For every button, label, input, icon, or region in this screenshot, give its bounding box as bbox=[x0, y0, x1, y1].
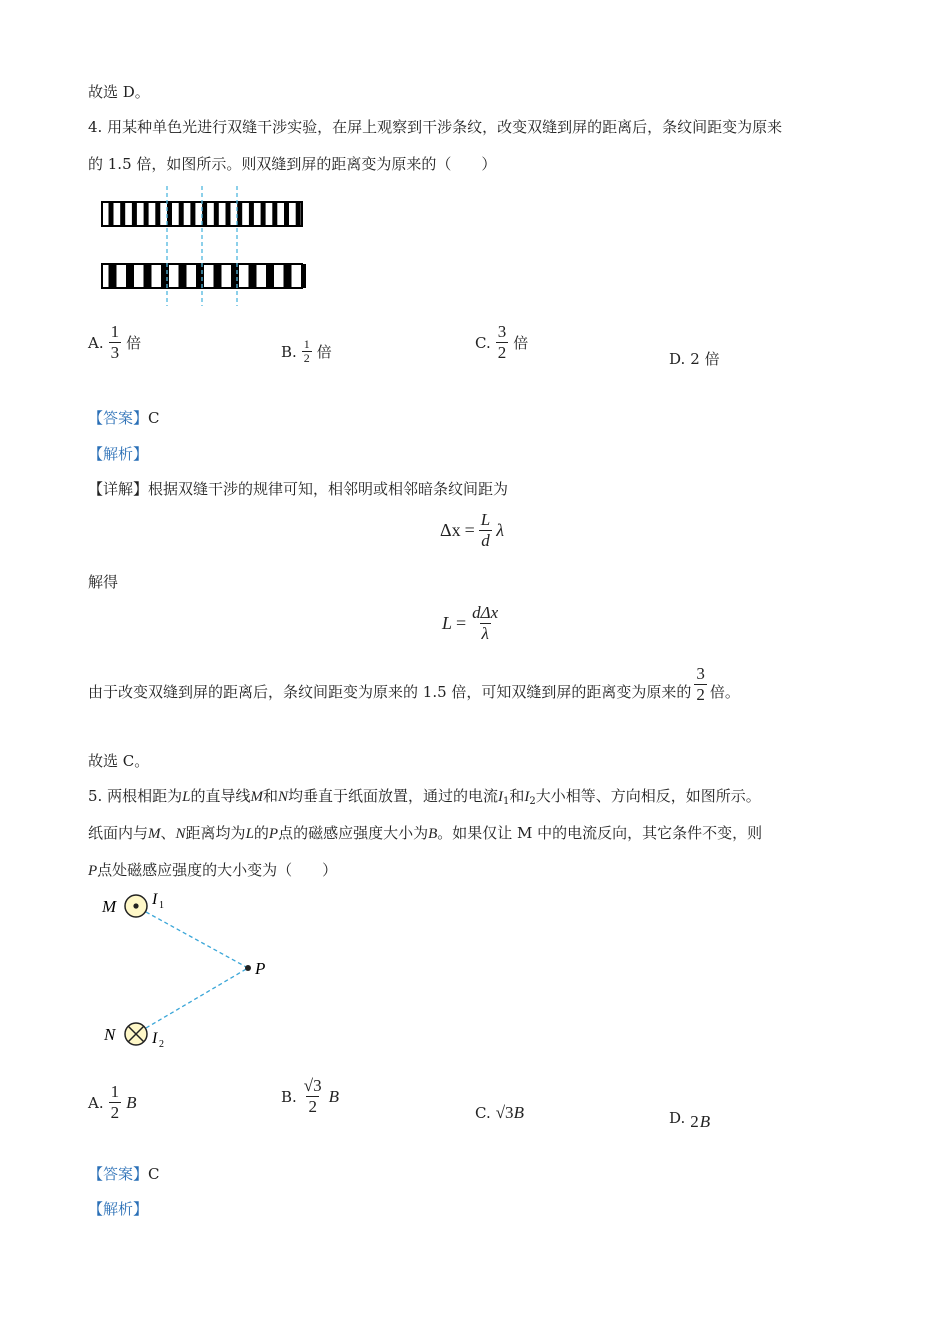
q5-l2-N: N bbox=[175, 826, 186, 842]
label-m: M bbox=[102, 897, 117, 916]
dark-fringe bbox=[301, 264, 306, 288]
q5-l3-P: P bbox=[88, 863, 98, 879]
dark-fringe bbox=[249, 264, 257, 288]
q4-detail-text: 根据双缝干涉的规律可知，相邻明或相邻暗条纹间距为 bbox=[148, 480, 509, 498]
formula1-den: d bbox=[481, 531, 490, 550]
q5-option-c-value: √3 bbox=[495, 1103, 514, 1122]
formula1-eq: = bbox=[464, 520, 475, 540]
q5-answer bbox=[88, 1164, 160, 1184]
dark-fringe bbox=[109, 264, 117, 288]
q5-option-b[interactable] bbox=[281, 1076, 339, 1117]
q5-l1-p6: 大小相等、方向相反，如图所示。 bbox=[535, 787, 761, 805]
q5-option-b-var: B bbox=[328, 1086, 340, 1106]
q5-l2-p3: 距离均为 bbox=[185, 824, 246, 842]
q5-l2-p5: 点的磁感应强度大小为 bbox=[278, 824, 429, 842]
q4-option-c-den: 2 bbox=[497, 343, 507, 362]
q4-option-a[interactable] bbox=[88, 322, 141, 363]
q5-option-a-label: A. bbox=[88, 1093, 104, 1112]
dark-fringe bbox=[261, 202, 266, 226]
q5-l1-p2: 的直导线 bbox=[190, 787, 251, 805]
q4-stem-line2: 的 1.5 倍，如图所示。则双缝到屏的距离变为原来的（ ） bbox=[88, 155, 497, 173]
q5-option-b-num: √3 bbox=[303, 1076, 322, 1095]
formula1-fraction bbox=[479, 510, 492, 551]
q5-answer-value: C bbox=[148, 1165, 160, 1183]
q4-option-b-label: B. bbox=[281, 342, 297, 361]
q4-conclusion bbox=[88, 664, 740, 705]
q4-option-c-suffix: 倍 bbox=[513, 334, 529, 352]
q5-l1-I2-sub: 2 bbox=[529, 796, 536, 807]
q5-option-d-label: D. bbox=[669, 1109, 686, 1127]
point-p-dot bbox=[245, 965, 251, 971]
dark-fringe bbox=[296, 202, 301, 226]
q5-option-a-var: B bbox=[126, 1092, 137, 1112]
q5-option-c-var: B bbox=[513, 1103, 524, 1122]
q4-final: 故选 C。 bbox=[88, 752, 150, 770]
label-n: N bbox=[104, 1025, 116, 1044]
q5-option-b-label: B. bbox=[281, 1087, 297, 1106]
dark-fringe bbox=[196, 264, 204, 288]
dashed-line-m-to-p bbox=[146, 912, 248, 968]
dark-fringe bbox=[132, 202, 137, 226]
formula2-eq: = bbox=[456, 613, 467, 633]
dark-fringe bbox=[190, 202, 195, 226]
q4-option-b[interactable] bbox=[281, 338, 332, 365]
dark-fringe bbox=[155, 202, 160, 226]
dark-fringe bbox=[126, 264, 134, 288]
q5-l1-p3: 和 bbox=[262, 787, 278, 805]
dark-fringe bbox=[231, 264, 239, 288]
q5-option-a-num: 1 bbox=[110, 1082, 120, 1101]
q4-option-c-fraction bbox=[496, 322, 509, 363]
q5-option-d-value: 2 bbox=[690, 1112, 699, 1131]
q5-stem-line1 bbox=[88, 786, 761, 812]
q5-l2-B: B bbox=[428, 826, 438, 842]
q5-l2-p6: 。如果仅让 M 中的电流反向，其它条件不变，则 bbox=[437, 824, 763, 842]
q4-conclusion-den: 2 bbox=[696, 685, 705, 704]
formula1-num: L bbox=[480, 510, 491, 529]
label-p: P bbox=[255, 959, 266, 978]
dark-fringe bbox=[272, 202, 277, 226]
q5-l2-p2: 、 bbox=[160, 824, 176, 842]
dark-fringe bbox=[226, 202, 231, 226]
q4-conclusion-suffix: 倍。 bbox=[709, 683, 740, 701]
q5-option-b-fraction bbox=[302, 1076, 324, 1117]
q4-solve-text: 解得 bbox=[88, 573, 119, 591]
dark-fringe bbox=[144, 202, 149, 226]
formula-fringe-spacing bbox=[440, 510, 504, 551]
label-i2: I bbox=[152, 1030, 158, 1047]
q5-l1-I2: I bbox=[524, 789, 530, 805]
q4-option-d-value: 2 倍 bbox=[690, 350, 720, 368]
q5-number: 5. bbox=[88, 787, 103, 805]
formula2-lhs: L bbox=[442, 613, 453, 633]
q4-detail bbox=[88, 479, 508, 499]
q5-l1-p1: 两根相距为 bbox=[107, 787, 183, 805]
dark-fringe bbox=[109, 202, 114, 226]
q5-option-a-den: 2 bbox=[110, 1103, 120, 1122]
formula2-den: λ bbox=[481, 624, 489, 643]
q4-option-d[interactable] bbox=[669, 348, 720, 369]
q5-l1-I1: I bbox=[498, 789, 504, 805]
label-i2-sub: 2 bbox=[159, 1039, 164, 1050]
q5-option-d-var: B bbox=[699, 1112, 711, 1131]
q4-option-a-suffix: 倍 bbox=[126, 334, 142, 352]
q4-option-a-fraction bbox=[109, 322, 122, 363]
fringe-pattern-bottom bbox=[102, 264, 306, 288]
q5-l1-L: L bbox=[182, 789, 191, 805]
label-i1-sub: 1 bbox=[159, 900, 164, 911]
dark-fringe bbox=[167, 202, 172, 226]
q4-text-line1: 用某种单色光进行双缝干涉实验，在屏上观察到干涉条纹，改变双缝到屏的距离后，条纹间距变为原来 bbox=[107, 118, 783, 136]
q5-l2-p4: 的 bbox=[253, 824, 269, 842]
q5-l1-M: M bbox=[250, 789, 263, 805]
formula-distance bbox=[442, 603, 500, 644]
q5-l2-M: M bbox=[148, 826, 161, 842]
dark-fringe bbox=[266, 264, 274, 288]
q4-answer-tag: 【答案】 bbox=[88, 409, 149, 427]
q5-l1-p4: 均垂直于纸面放置，通过的电流 bbox=[288, 787, 499, 805]
q5-l1-I1-sub: 1 bbox=[503, 796, 510, 807]
dark-fringe bbox=[249, 202, 254, 226]
dark-fringe bbox=[161, 264, 169, 288]
dark-fringe bbox=[214, 202, 219, 226]
q5-option-b-den: 2 bbox=[308, 1097, 317, 1116]
dark-fringe bbox=[120, 202, 125, 226]
previous-conclusion: 故选 D。 bbox=[88, 83, 150, 101]
q5-stem-line3 bbox=[88, 860, 337, 881]
q4-stem-line1 bbox=[88, 117, 782, 137]
q4-option-c-label: C. bbox=[475, 333, 491, 352]
wire-magnetic-field-figure bbox=[98, 888, 288, 1058]
q4-option-c-num: 3 bbox=[497, 322, 507, 341]
dark-fringe bbox=[202, 202, 207, 226]
q5-option-d[interactable] bbox=[669, 1104, 710, 1132]
interference-fringe-figure bbox=[100, 186, 306, 310]
label-i1: I bbox=[152, 891, 158, 908]
q5-analysis-tag: 【解析】 bbox=[88, 1200, 149, 1218]
q4-detail-tag: 【详解】 bbox=[88, 480, 149, 498]
q5-option-c[interactable] bbox=[475, 1103, 524, 1123]
q4-option-b-fraction bbox=[302, 338, 312, 365]
wire-m-current-out-icon bbox=[125, 895, 147, 917]
q4-number: 4. bbox=[88, 118, 103, 136]
dark-fringe bbox=[214, 264, 222, 288]
q4-option-b-den: 2 bbox=[303, 351, 310, 365]
q5-l2-P: P bbox=[268, 826, 279, 842]
dark-fringe bbox=[284, 202, 289, 226]
dark-fringe bbox=[179, 264, 187, 288]
wire-n-current-in-icon bbox=[125, 1023, 147, 1045]
q4-option-a-label: A. bbox=[88, 333, 104, 352]
q4-conclusion-fraction bbox=[694, 664, 707, 705]
q5-l3-p1: 点处磁感应强度的大小变为（ ） bbox=[97, 861, 338, 879]
q4-answer-value: C bbox=[148, 409, 160, 427]
q5-l2-L: L bbox=[245, 826, 254, 842]
q4-option-c[interactable] bbox=[475, 322, 528, 363]
q5-stem-line2 bbox=[88, 823, 762, 844]
q4-option-d-label: D. bbox=[669, 349, 686, 368]
q4-option-b-suffix: 倍 bbox=[316, 343, 332, 361]
formula1-lambda: λ bbox=[496, 520, 504, 540]
dark-fringe bbox=[179, 202, 184, 226]
q4-option-b-num: 1 bbox=[303, 337, 310, 351]
dashed-line-n-to-p bbox=[146, 968, 248, 1028]
q5-option-c-label: C. bbox=[475, 1104, 491, 1122]
q5-l1-p5: 和 bbox=[509, 787, 525, 805]
formula1-lhs: Δx bbox=[440, 520, 461, 540]
q5-l2-p1: 纸面内与 bbox=[88, 824, 149, 842]
q5-l1-N: N bbox=[277, 789, 288, 805]
dark-fringe bbox=[284, 264, 292, 288]
q5-option-a-fraction bbox=[109, 1082, 122, 1123]
q5-option-a[interactable] bbox=[88, 1082, 137, 1123]
q4-conclusion-text: 由于改变双缝到屏的距离后，条纹间距变为原来的 1.5 倍，可知双缝到屏的距离变为原来的 bbox=[88, 683, 692, 701]
q4-option-a-num: 1 bbox=[110, 322, 120, 341]
dark-fringe bbox=[237, 202, 242, 226]
q5-answer-tag: 【答案】 bbox=[88, 1165, 149, 1183]
q4-analysis-tag: 【解析】 bbox=[88, 445, 149, 463]
formula2-num: dΔx bbox=[472, 603, 499, 622]
formula2-fraction bbox=[470, 603, 500, 644]
q4-option-a-den: 3 bbox=[110, 343, 120, 362]
q4-answer bbox=[88, 408, 160, 428]
q4-conclusion-num: 3 bbox=[696, 664, 705, 683]
dark-fringe bbox=[144, 264, 152, 288]
